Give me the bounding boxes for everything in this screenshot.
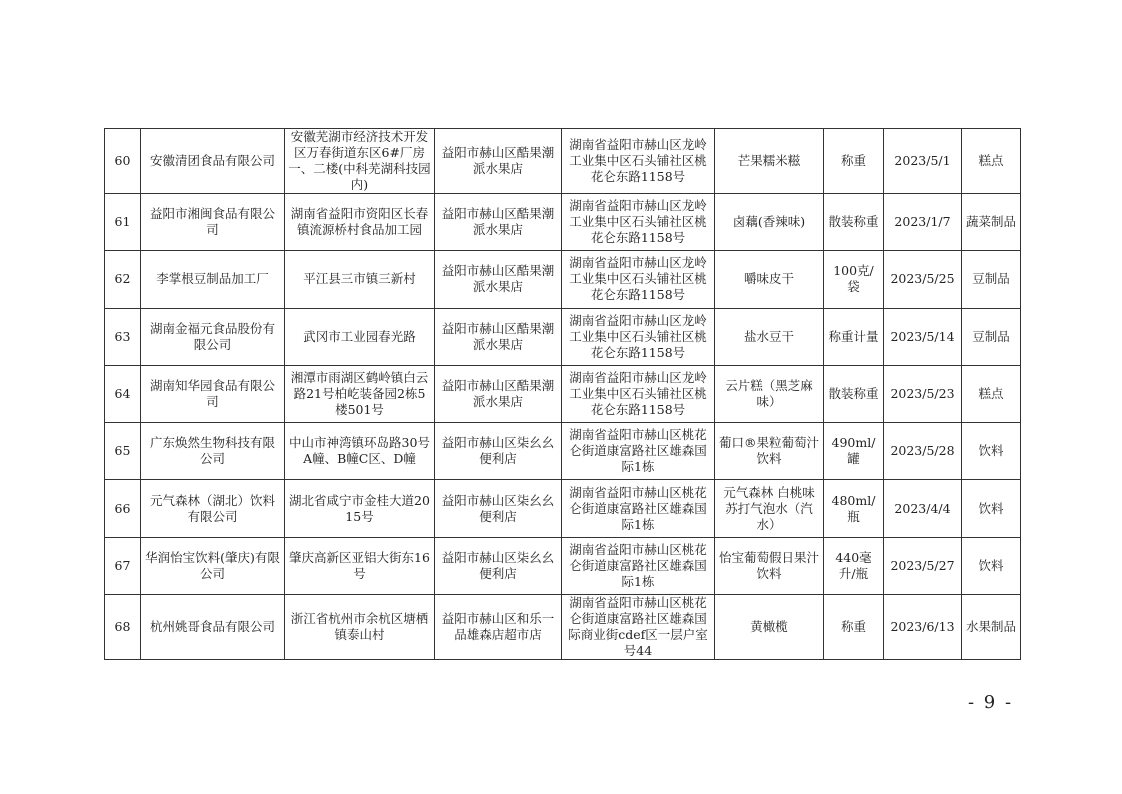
row-number: 61 [105,194,141,251]
producer-name: 湖南知华园食品有限公司 [141,365,285,422]
production-date: 2023/5/25 [884,251,962,308]
product-name: 黄橄榄 [715,595,824,660]
food-category: 糕点 [962,365,1021,422]
table-row [105,537,1021,594]
food-category: 饮料 [962,423,1021,480]
sampled-store-name: 益阳市赫山区酷果潮派水果店 [435,194,562,251]
food-category: 糕点 [962,129,1021,194]
producer-address: 肇庆高新区亚铝大街东16号 [285,537,435,594]
row-number: 67 [105,537,141,594]
sampled-store-address: 湖南省益阳市赫山区龙岭工业集中区石头铺社区桃花仑东路1158号 [562,251,715,308]
product-spec: 散装称重 [824,194,884,251]
producer-address: 安徽芜湖市经济技术开发区万春街道东区6#厂房一、二楼(中科芜湖科技园内) [285,129,435,194]
product-spec: 440毫升/瓶 [824,537,884,594]
production-date: 2023/5/1 [884,129,962,194]
food-category: 蔬菜制品 [962,194,1021,251]
sampling-results-table [104,128,1021,660]
production-date: 2023/4/4 [884,480,962,537]
producer-name: 元气森林（湖北）饮料有限公司 [141,480,285,537]
food-category: 水果制品 [962,595,1021,660]
table-row [105,194,1021,251]
producer-address: 平江县三市镇三新村 [285,251,435,308]
sampled-store-name: 益阳市赫山区酷果潮派水果店 [435,365,562,422]
food-category: 豆制品 [962,251,1021,308]
table-row [105,365,1021,422]
sampled-store-address: 湖南省益阳市赫山区龙岭工业集中区石头铺社区桃花仑东路1158号 [562,129,715,194]
production-date: 2023/5/27 [884,537,962,594]
production-date: 2023/6/13 [884,595,962,660]
producer-address: 湖南省益阳市资阳区长春镇流源桥村食品加工园 [285,194,435,251]
row-number: 65 [105,423,141,480]
row-number: 62 [105,251,141,308]
product-name: 怡宝葡萄假日果汁饮料 [715,537,824,594]
product-name: 云片糕（黑芝麻味） [715,365,824,422]
food-category: 豆制品 [962,308,1021,365]
sampled-store-address: 湖南省益阳市赫山区桃花仑街道康富路社区雄森国际1栋 [562,480,715,537]
producer-address: 武冈市工业园春光路 [285,308,435,365]
row-number: 60 [105,129,141,194]
page-number: - 9 - [968,692,1014,713]
production-date: 2023/5/28 [884,423,962,480]
product-name: 盐水豆干 [715,308,824,365]
table-row [105,423,1021,480]
table-body [105,129,1021,660]
sampled-store-address: 湖南省益阳市赫山区龙岭工业集中区石头铺社区桃花仑东路1158号 [562,365,715,422]
row-number: 63 [105,308,141,365]
producer-name: 安徽清团食品有限公司 [141,129,285,194]
product-spec: 散装称重 [824,365,884,422]
sampled-store-address: 湖南省益阳市赫山区龙岭工业集中区石头铺社区桃花仑东路1158号 [562,308,715,365]
sampled-store-name: 益阳市赫山区柒幺幺便利店 [435,480,562,537]
producer-name: 广东焕然生物科技有限公司 [141,423,285,480]
product-name: 元气森林 白桃味苏打气泡水（汽水） [715,480,824,537]
sampled-store-address: 湖南省益阳市赫山区龙岭工业集中区石头铺社区桃花仑东路1158号 [562,194,715,251]
row-number: 66 [105,480,141,537]
producer-name: 杭州姚哥食品有限公司 [141,595,285,660]
table-row [105,129,1021,194]
sampled-store-name: 益阳市赫山区酷果潮派水果店 [435,129,562,194]
producer-address: 中山市神湾镇环岛路30号A幢、B幢C区、D幢 [285,423,435,480]
producer-name: 湖南金福元食品股份有限公司 [141,308,285,365]
sampled-store-name: 益阳市赫山区酷果潮派水果店 [435,308,562,365]
production-date: 2023/5/23 [884,365,962,422]
product-spec: 100克/袋 [824,251,884,308]
table-row [105,480,1021,537]
product-spec: 称重 [824,129,884,194]
product-spec: 490ml/罐 [824,423,884,480]
sampled-store-name: 益阳市赫山区酷果潮派水果店 [435,251,562,308]
row-number: 68 [105,595,141,660]
food-category: 饮料 [962,537,1021,594]
producer-address: 湘潭市雨湖区鹤岭镇白云路21号柏屹装备园2栋5楼501号 [285,365,435,422]
product-name: 芒果糯米糍 [715,129,824,194]
production-date: 2023/1/7 [884,194,962,251]
product-spec: 称重 [824,595,884,660]
product-name: 葡口®果粒葡萄汁饮料 [715,423,824,480]
table-row [105,595,1021,660]
producer-address: 湖北省咸宁市金桂大道2015号 [285,480,435,537]
product-name: 嚼味皮干 [715,251,824,308]
sampled-store-address: 湖南省益阳市赫山区桃花仑街道康富路社区雄森国际商业街cdef区一层户室号44 [562,595,715,660]
sampled-store-address: 湖南省益阳市赫山区桃花仑街道康富路社区雄森国际1栋 [562,537,715,594]
sampled-store-name: 益阳市赫山区柒幺幺便利店 [435,537,562,594]
sampled-store-name: 益阳市赫山区柒幺幺便利店 [435,423,562,480]
table-row [105,251,1021,308]
producer-address: 浙江省杭州市余杭区塘栖镇泰山村 [285,595,435,660]
product-name: 卤藕(香辣味) [715,194,824,251]
product-spec: 称重计量 [824,308,884,365]
production-date: 2023/5/14 [884,308,962,365]
producer-name: 华润怡宝饮料(肇庆)有限公司 [141,537,285,594]
product-spec: 480ml/瓶 [824,480,884,537]
sampled-store-address: 湖南省益阳市赫山区桃花仑街道康富路社区雄森国际1栋 [562,423,715,480]
table-row [105,308,1021,365]
producer-name: 李掌根豆制品加工厂 [141,251,285,308]
sampled-store-name: 益阳市赫山区和乐一品雄森店超市店 [435,595,562,660]
food-category: 饮料 [962,480,1021,537]
row-number: 64 [105,365,141,422]
producer-name: 益阳市湘闽食品有限公司 [141,194,285,251]
